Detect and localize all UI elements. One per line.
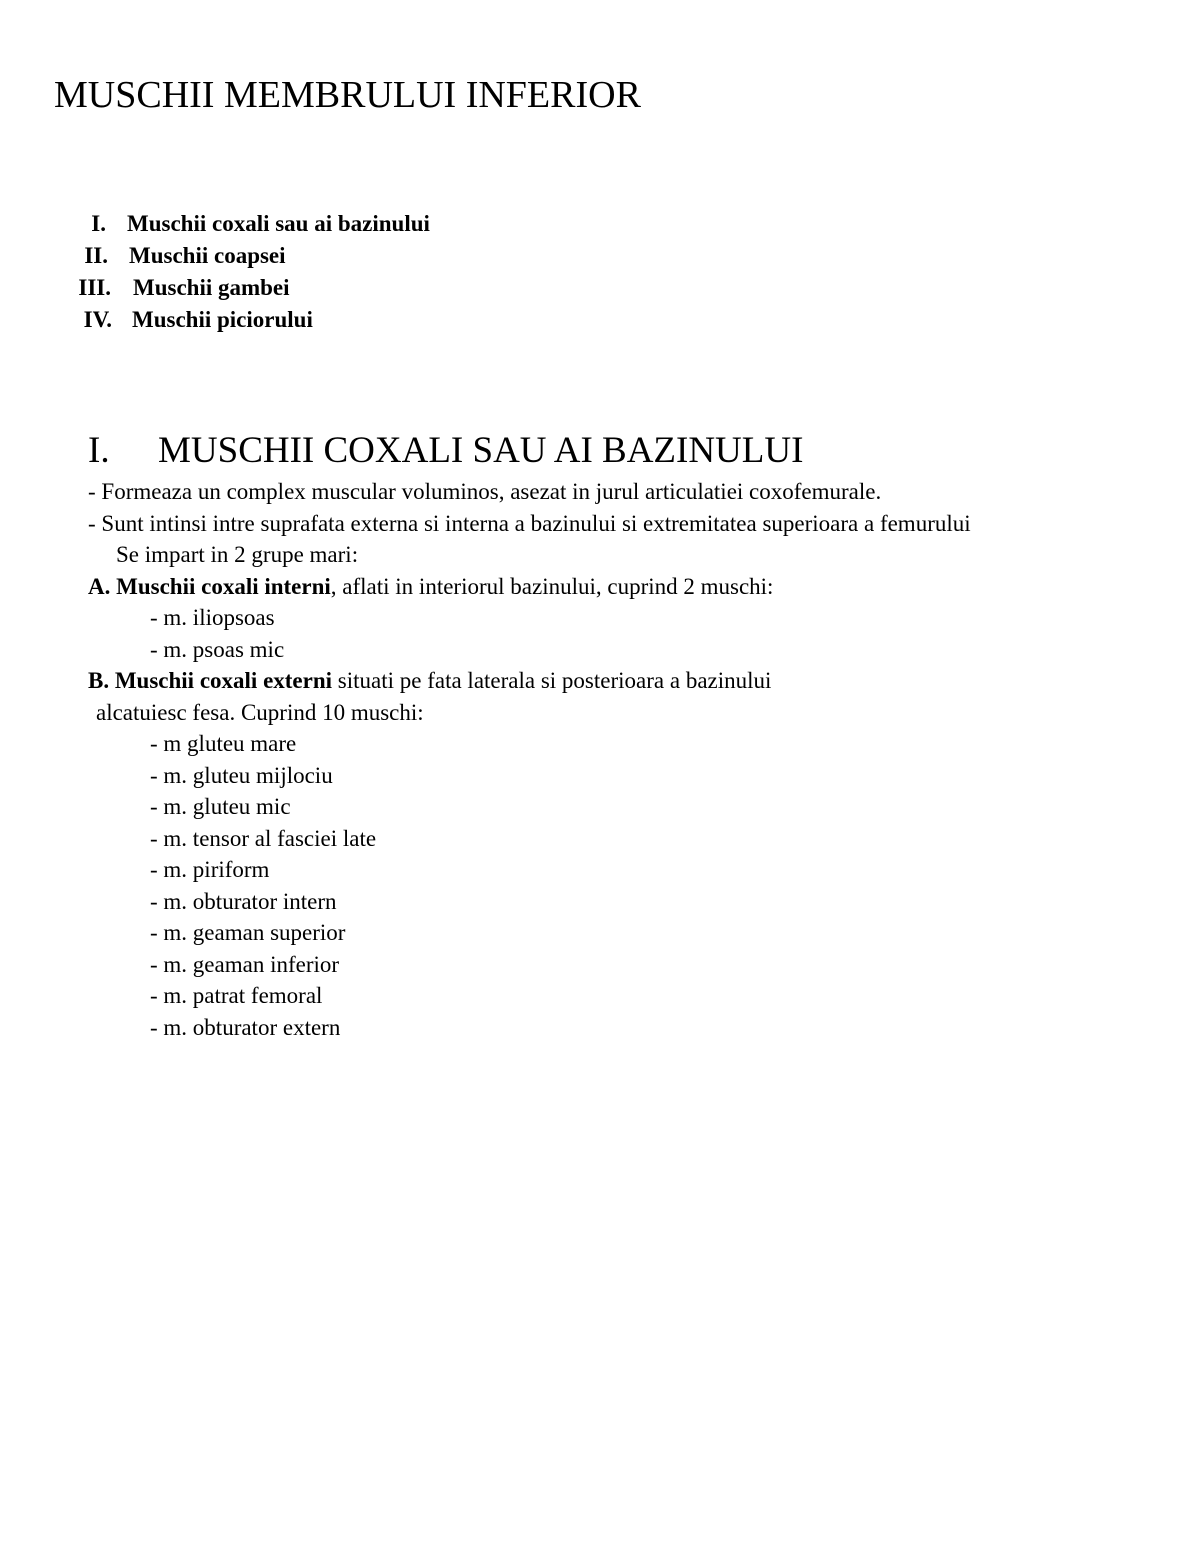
toc-label: Muschii coxali sau ai bazinului [127,211,430,236]
toc-item [0,304,600,336]
list-item: - m. geaman superior [150,920,346,945]
list-item: - m. geaman inferior [150,951,340,977]
group-b-description: situati pe fata laterala si posterioara a bazinului [332,668,772,693]
toc-label: Muschii coapsei [129,243,286,268]
list-item: - m. gluteu mijlociu [150,762,333,788]
section-body [88,476,971,1043]
group-a-letter: A. [88,573,111,599]
toc-number: IV. [83,307,112,332]
paragraph-line: - Formeaza un complex muscular voluminos, asezat in jurul articulatiei coxofemurale. [88,479,882,504]
section-heading [88,428,803,474]
paragraph-line: - Sunt intinsi intre suprafata externa si interna a bazinului si extremitatea superioara a femurului [88,510,971,536]
list-item: - m. gluteu mic [150,794,291,819]
table-of-contents [0,208,600,336]
list-item: - m. tensor al fasciei late [150,825,377,851]
toc-item [0,272,600,304]
group-b-name: Muschii coxali externi [114,668,333,693]
toc-label: Muschii piciorului [132,307,313,332]
group-a-description: , aflati in interiorul bazinului, cuprind 2 muschi: [330,573,774,599]
list-item: - m. obturator extern [150,1014,341,1040]
paragraph-line: alcatuiesc fesa. Cuprind 10 muschi: [96,699,424,725]
document-title: MUSCHII MEMBRULUI INFERIOR [54,74,641,116]
toc-number: II. [84,243,108,268]
list-item: - m. obturator intern [150,888,337,914]
toc-item [0,208,600,240]
list-item: - m gluteu mare [150,731,297,756]
group-b-line [88,665,971,697]
toc-number: III. [78,275,111,300]
paragraph-line: Se impart in 2 grupe mari: [116,542,359,567]
group-b-letter: B. [88,668,110,693]
group-a-name: Muschii coxali interni [116,573,331,599]
toc-number: I. [91,211,106,236]
group-a-line [88,571,971,603]
list-item: - m. patrat femoral [150,983,323,1008]
list-item: - m. piriform [150,857,270,882]
list-item: - m. iliopsoas [150,605,275,630]
toc-label: Muschii gambei [133,275,290,300]
toc-item [0,240,600,272]
list-item: - m. psoas mic [150,636,285,662]
section-title: MUSCHII COXALI SAU AI BAZINULUI [158,430,804,471]
section-number: I. [88,430,110,471]
